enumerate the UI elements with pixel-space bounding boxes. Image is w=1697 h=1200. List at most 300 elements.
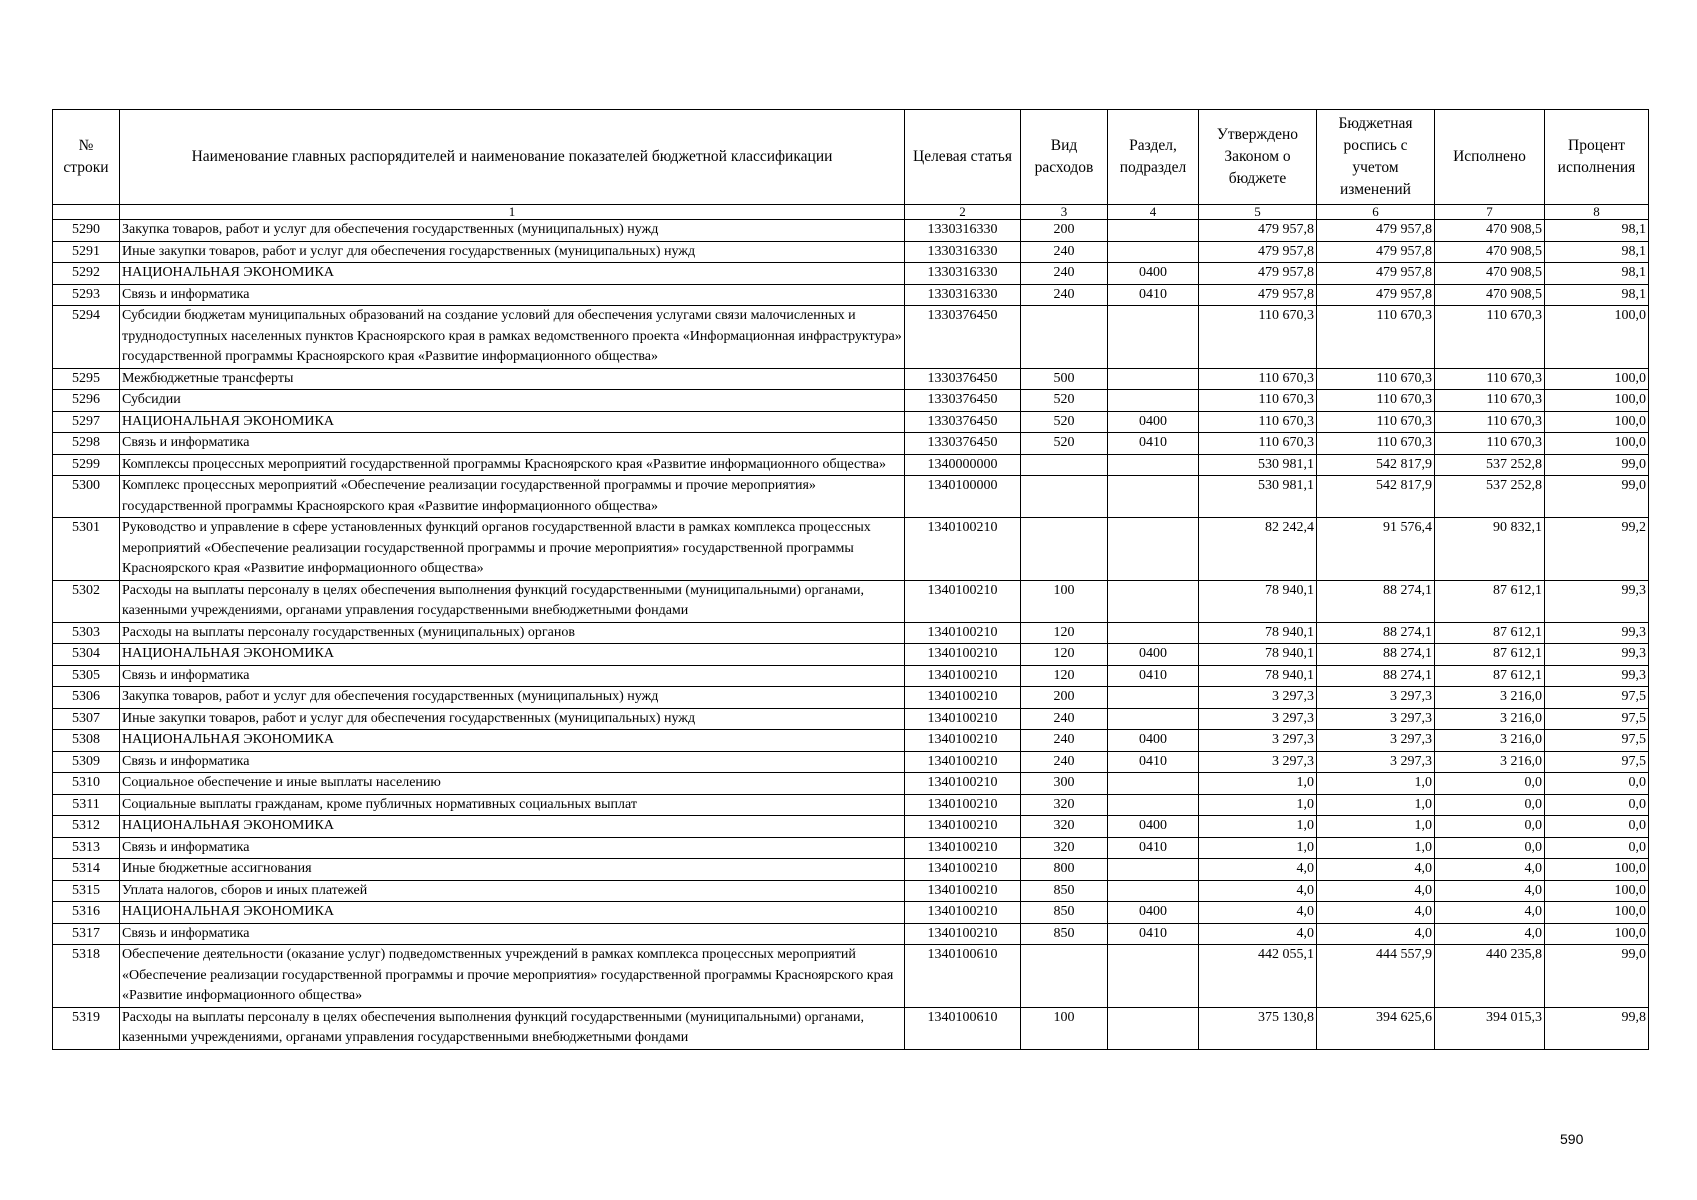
row-number-cell: 5309 <box>53 751 120 773</box>
expense-type-cell <box>1021 306 1108 369</box>
budget-list-amount-cell: 88 274,1 <box>1317 580 1435 622</box>
executed-amount-cell: 537 252,8 <box>1435 454 1545 476</box>
row-number-cell: 5301 <box>53 518 120 581</box>
section-cell <box>1108 306 1199 369</box>
table-row <box>53 476 1649 518</box>
approved-amount-cell: 442 055,1 <box>1199 945 1317 1008</box>
percent-cell: 98,1 <box>1545 220 1649 242</box>
target-article-cell: 1330376450 <box>905 368 1021 390</box>
executed-amount-cell: 537 252,8 <box>1435 476 1545 518</box>
row-number-cell: 5312 <box>53 816 120 838</box>
percent-cell: 98,1 <box>1545 284 1649 306</box>
executed-amount-cell: 4,0 <box>1435 859 1545 881</box>
row-number-cell: 5298 <box>53 433 120 455</box>
executed-amount-cell: 0,0 <box>1435 773 1545 795</box>
budget-list-amount-cell: 542 817,9 <box>1317 454 1435 476</box>
table-row <box>53 368 1649 390</box>
expense-type-cell: 850 <box>1021 923 1108 945</box>
expense-type-cell: 500 <box>1021 368 1108 390</box>
expense-type-cell: 320 <box>1021 794 1108 816</box>
row-number-cell: 5294 <box>53 306 120 369</box>
expense-type-cell <box>1021 518 1108 581</box>
budget-list-amount-cell: 91 576,4 <box>1317 518 1435 581</box>
executed-amount-cell: 3 216,0 <box>1435 708 1545 730</box>
name-cell: Уплата налогов, сборов и иных платежей <box>120 880 905 902</box>
target-article-cell: 1340100000 <box>905 476 1021 518</box>
budget-list-amount-cell: 88 274,1 <box>1317 665 1435 687</box>
name-cell: Связь и информатика <box>120 665 905 687</box>
row-number-cell: 5293 <box>53 284 120 306</box>
section-cell <box>1108 580 1199 622</box>
header-exp-type: Вид расходов <box>1021 110 1108 205</box>
table-row <box>53 687 1649 709</box>
expense-type-cell: 200 <box>1021 220 1108 242</box>
section-cell <box>1108 390 1199 412</box>
table-row <box>53 622 1649 644</box>
approved-amount-cell: 110 670,3 <box>1199 368 1317 390</box>
percent-cell: 99,3 <box>1545 644 1649 666</box>
budget-list-amount-cell: 1,0 <box>1317 816 1435 838</box>
expense-type-cell: 100 <box>1021 1007 1108 1049</box>
expense-type-cell: 120 <box>1021 665 1108 687</box>
executed-amount-cell: 90 832,1 <box>1435 518 1545 581</box>
name-cell: Связь и информатика <box>120 751 905 773</box>
percent-cell: 99,0 <box>1545 945 1649 1008</box>
approved-amount-cell: 530 981,1 <box>1199 476 1317 518</box>
header-target: Целевая статья <box>905 110 1021 205</box>
budget-list-amount-cell: 110 670,3 <box>1317 368 1435 390</box>
target-article-cell: 1340100610 <box>905 1007 1021 1049</box>
executed-amount-cell: 4,0 <box>1435 923 1545 945</box>
section-cell <box>1108 794 1199 816</box>
executed-amount-cell: 87 612,1 <box>1435 622 1545 644</box>
executed-amount-cell: 110 670,3 <box>1435 433 1545 455</box>
budget-list-amount-cell: 479 957,8 <box>1317 263 1435 285</box>
executed-amount-cell: 3 216,0 <box>1435 730 1545 752</box>
target-article-cell: 1340100210 <box>905 580 1021 622</box>
row-number-cell: 5303 <box>53 622 120 644</box>
row-number-cell: 5290 <box>53 220 120 242</box>
table-row <box>53 433 1649 455</box>
header-section: Раздел, подраздел <box>1108 110 1199 205</box>
header-approved: Утверждено Законом о бюджете <box>1199 110 1317 205</box>
approved-amount-cell: 110 670,3 <box>1199 411 1317 433</box>
column-number: 4 <box>1108 205 1199 220</box>
target-article-cell: 1340100610 <box>905 945 1021 1008</box>
header-row <box>53 110 1649 205</box>
expense-type-cell: 240 <box>1021 730 1108 752</box>
expense-type-cell: 240 <box>1021 284 1108 306</box>
target-article-cell: 1340100210 <box>905 708 1021 730</box>
table-row <box>53 665 1649 687</box>
percent-cell: 0,0 <box>1545 816 1649 838</box>
executed-amount-cell: 110 670,3 <box>1435 390 1545 412</box>
budget-list-amount-cell: 110 670,3 <box>1317 411 1435 433</box>
budget-list-amount-cell: 4,0 <box>1317 880 1435 902</box>
section-cell: 0400 <box>1108 902 1199 924</box>
table-row <box>53 644 1649 666</box>
name-cell: НАЦИОНАЛЬНАЯ ЭКОНОМИКА <box>120 816 905 838</box>
percent-cell: 0,0 <box>1545 794 1649 816</box>
executed-amount-cell: 110 670,3 <box>1435 368 1545 390</box>
header-row-no: № строки <box>53 110 120 205</box>
approved-amount-cell: 1,0 <box>1199 837 1317 859</box>
section-cell <box>1108 241 1199 263</box>
budget-list-amount-cell: 110 670,3 <box>1317 390 1435 412</box>
percent-cell: 99,0 <box>1545 454 1649 476</box>
budget-list-amount-cell: 110 670,3 <box>1317 306 1435 369</box>
header-name: Наименование главных распорядителей и наименование показателей бюджетной классификации <box>120 110 905 205</box>
approved-amount-cell: 479 957,8 <box>1199 220 1317 242</box>
target-article-cell: 1340100210 <box>905 816 1021 838</box>
row-number-cell: 5319 <box>53 1007 120 1049</box>
executed-amount-cell: 110 670,3 <box>1435 306 1545 369</box>
approved-amount-cell: 78 940,1 <box>1199 622 1317 644</box>
expense-type-cell <box>1021 476 1108 518</box>
table-body <box>53 220 1649 1050</box>
row-number-cell: 5314 <box>53 859 120 881</box>
expense-type-cell: 240 <box>1021 708 1108 730</box>
section-cell <box>1108 518 1199 581</box>
executed-amount-cell: 470 908,5 <box>1435 284 1545 306</box>
percent-cell: 97,5 <box>1545 687 1649 709</box>
expense-type-cell: 520 <box>1021 411 1108 433</box>
percent-cell: 100,0 <box>1545 433 1649 455</box>
percent-cell: 100,0 <box>1545 390 1649 412</box>
budget-list-amount-cell: 479 957,8 <box>1317 284 1435 306</box>
budget-list-amount-cell: 88 274,1 <box>1317 622 1435 644</box>
table-row <box>53 730 1649 752</box>
budget-list-amount-cell: 1,0 <box>1317 837 1435 859</box>
row-number-cell: 5308 <box>53 730 120 752</box>
executed-amount-cell: 394 015,3 <box>1435 1007 1545 1049</box>
percent-cell: 97,5 <box>1545 708 1649 730</box>
budget-list-amount-cell: 4,0 <box>1317 923 1435 945</box>
executed-amount-cell: 87 612,1 <box>1435 580 1545 622</box>
target-article-cell: 1330376450 <box>905 433 1021 455</box>
budget-list-amount-cell: 1,0 <box>1317 794 1435 816</box>
target-article-cell: 1340100210 <box>905 794 1021 816</box>
executed-amount-cell: 87 612,1 <box>1435 665 1545 687</box>
table-row <box>53 241 1649 263</box>
budget-list-amount-cell: 4,0 <box>1317 859 1435 881</box>
executed-amount-cell: 440 235,8 <box>1435 945 1545 1008</box>
row-number-cell: 5295 <box>53 368 120 390</box>
percent-cell: 100,0 <box>1545 902 1649 924</box>
target-article-cell: 1340100210 <box>905 687 1021 709</box>
table-row <box>53 454 1649 476</box>
table-row <box>53 794 1649 816</box>
target-article-cell: 1340100210 <box>905 665 1021 687</box>
row-number-cell: 5291 <box>53 241 120 263</box>
executed-amount-cell: 470 908,5 <box>1435 263 1545 285</box>
approved-amount-cell: 479 957,8 <box>1199 284 1317 306</box>
budget-list-amount-cell: 3 297,3 <box>1317 730 1435 752</box>
header-budget-list: Бюджетная роспись с учетом изменений <box>1317 110 1435 205</box>
expense-type-cell: 850 <box>1021 880 1108 902</box>
expense-type-cell: 300 <box>1021 773 1108 795</box>
name-cell: Связь и информатика <box>120 433 905 455</box>
name-cell: Расходы на выплаты персоналу в целях обеспечения выполнения функций государственными (муниципальными) органами, казенными учреждениями, органами управления государственными внебюджетными фондами <box>120 1007 905 1049</box>
table-row <box>53 284 1649 306</box>
budget-list-amount-cell: 542 817,9 <box>1317 476 1435 518</box>
target-article-cell: 1330376450 <box>905 411 1021 433</box>
approved-amount-cell: 4,0 <box>1199 923 1317 945</box>
section-cell <box>1108 454 1199 476</box>
percent-cell: 98,1 <box>1545 263 1649 285</box>
target-article-cell: 1340100210 <box>905 837 1021 859</box>
budget-list-amount-cell: 3 297,3 <box>1317 687 1435 709</box>
approved-amount-cell: 4,0 <box>1199 859 1317 881</box>
target-article-cell: 1340100210 <box>905 644 1021 666</box>
expense-type-cell: 320 <box>1021 837 1108 859</box>
executed-amount-cell: 4,0 <box>1435 880 1545 902</box>
percent-cell: 99,3 <box>1545 580 1649 622</box>
executed-amount-cell: 470 908,5 <box>1435 241 1545 263</box>
section-cell <box>1108 708 1199 730</box>
target-article-cell: 1340100210 <box>905 859 1021 881</box>
percent-cell: 100,0 <box>1545 411 1649 433</box>
section-cell: 0400 <box>1108 816 1199 838</box>
budget-list-amount-cell: 394 625,6 <box>1317 1007 1435 1049</box>
name-cell: Руководство и управление в сфере установленных функций органов государственной власти в рамках комплекса процессных мероприятий «Обеспечение реализации государственной программы и прочие мероприятия» государственной программы Красноярского края «Развитие информационного общества» <box>120 518 905 581</box>
header-executed: Исполнено <box>1435 110 1545 205</box>
section-cell: 0400 <box>1108 411 1199 433</box>
name-cell: Связь и информатика <box>120 284 905 306</box>
section-cell <box>1108 368 1199 390</box>
name-cell: Закупка товаров, работ и услуг для обеспечения государственных (муниципальных) нужд <box>120 687 905 709</box>
budget-list-amount-cell: 444 557,9 <box>1317 945 1435 1008</box>
target-article-cell: 1340100210 <box>905 880 1021 902</box>
row-number-cell: 5313 <box>53 837 120 859</box>
section-cell: 0400 <box>1108 263 1199 285</box>
section-cell <box>1108 1007 1199 1049</box>
name-cell: Социальные выплаты гражданам, кроме публичных нормативных социальных выплат <box>120 794 905 816</box>
table-row <box>53 773 1649 795</box>
target-article-cell: 1330316330 <box>905 263 1021 285</box>
table-row <box>53 411 1649 433</box>
row-number-cell: 5305 <box>53 665 120 687</box>
executed-amount-cell: 0,0 <box>1435 837 1545 859</box>
percent-cell: 99,8 <box>1545 1007 1649 1049</box>
table-row <box>53 1007 1649 1049</box>
column-number: 8 <box>1545 205 1649 220</box>
table-row <box>53 837 1649 859</box>
column-number: 7 <box>1435 205 1545 220</box>
approved-amount-cell: 375 130,8 <box>1199 1007 1317 1049</box>
section-cell: 0400 <box>1108 730 1199 752</box>
row-number-cell: 5311 <box>53 794 120 816</box>
section-cell: 0400 <box>1108 644 1199 666</box>
column-number: 2 <box>905 205 1021 220</box>
approved-amount-cell: 479 957,8 <box>1199 241 1317 263</box>
target-article-cell: 1340100210 <box>905 518 1021 581</box>
column-number: 6 <box>1317 205 1435 220</box>
target-article-cell: 1340100210 <box>905 923 1021 945</box>
name-cell: НАЦИОНАЛЬНАЯ ЭКОНОМИКА <box>120 263 905 285</box>
name-cell: Расходы на выплаты персоналу в целях обеспечения выполнения функций государственными (муниципальными) органами, казенными учреждениями, органами управления государственными внебюджетными фондами <box>120 580 905 622</box>
approved-amount-cell: 110 670,3 <box>1199 306 1317 369</box>
row-number-cell: 5307 <box>53 708 120 730</box>
row-number-cell: 5318 <box>53 945 120 1008</box>
row-number-cell: 5299 <box>53 454 120 476</box>
table-row <box>53 923 1649 945</box>
name-cell: Субсидии <box>120 390 905 412</box>
page-number: 590 <box>1560 1131 1584 1147</box>
percent-cell: 100,0 <box>1545 368 1649 390</box>
section-cell: 0410 <box>1108 284 1199 306</box>
table-row <box>53 751 1649 773</box>
name-cell: Расходы на выплаты персоналу государственных (муниципальных) органов <box>120 622 905 644</box>
header-percent: Процент исполнения <box>1545 110 1649 205</box>
name-cell: Межбюджетные трансферты <box>120 368 905 390</box>
target-article-cell: 1340100210 <box>905 730 1021 752</box>
row-number-cell: 5296 <box>53 390 120 412</box>
name-cell: Закупка товаров, работ и услуг для обеспечения государственных (муниципальных) нужд <box>120 220 905 242</box>
expense-type-cell: 240 <box>1021 263 1108 285</box>
name-cell: Субсидии бюджетам муниципальных образований на создание условий для обеспечения услугами связи малочисленных и труднодоступных населенных пунктов Красноярского края в рамках ведомственного проекта «Информационная инфраструктура» государственной программы Красноярского края «Развитие информационного общества» <box>120 306 905 369</box>
table-row <box>53 263 1649 285</box>
table-row <box>53 580 1649 622</box>
executed-amount-cell: 3 216,0 <box>1435 751 1545 773</box>
name-cell: Иные бюджетные ассигнования <box>120 859 905 881</box>
target-article-cell: 1340100210 <box>905 751 1021 773</box>
table-row <box>53 518 1649 581</box>
budget-table <box>52 109 1649 1050</box>
name-cell: НАЦИОНАЛЬНАЯ ЭКОНОМИКА <box>120 411 905 433</box>
approved-amount-cell: 4,0 <box>1199 880 1317 902</box>
column-number: 3 <box>1021 205 1108 220</box>
budget-list-amount-cell: 1,0 <box>1317 773 1435 795</box>
approved-amount-cell: 3 297,3 <box>1199 687 1317 709</box>
section-cell <box>1108 945 1199 1008</box>
column-numbers-row <box>53 205 1649 220</box>
percent-cell: 100,0 <box>1545 859 1649 881</box>
name-cell: Иные закупки товаров, работ и услуг для обеспечения государственных (муниципальных) нужд <box>120 708 905 730</box>
name-cell: Связь и информатика <box>120 923 905 945</box>
approved-amount-cell: 4,0 <box>1199 902 1317 924</box>
section-cell <box>1108 220 1199 242</box>
budget-list-amount-cell: 88 274,1 <box>1317 644 1435 666</box>
row-number-cell: 5315 <box>53 880 120 902</box>
section-cell <box>1108 476 1199 518</box>
target-article-cell: 1340100210 <box>905 773 1021 795</box>
table-row <box>53 220 1649 242</box>
section-cell <box>1108 859 1199 881</box>
approved-amount-cell: 3 297,3 <box>1199 708 1317 730</box>
section-cell: 0410 <box>1108 433 1199 455</box>
table-row <box>53 945 1649 1008</box>
approved-amount-cell: 78 940,1 <box>1199 665 1317 687</box>
expense-type-cell: 120 <box>1021 644 1108 666</box>
expense-type-cell: 200 <box>1021 687 1108 709</box>
approved-amount-cell: 82 242,4 <box>1199 518 1317 581</box>
section-cell: 0410 <box>1108 837 1199 859</box>
executed-amount-cell: 3 216,0 <box>1435 687 1545 709</box>
name-cell: Социальное обеспечение и иные выплаты населению <box>120 773 905 795</box>
row-number-cell: 5316 <box>53 902 120 924</box>
percent-cell: 100,0 <box>1545 306 1649 369</box>
table-row <box>53 390 1649 412</box>
row-number-cell: 5302 <box>53 580 120 622</box>
target-article-cell: 1340100210 <box>905 902 1021 924</box>
column-number-blank <box>53 205 120 220</box>
expense-type-cell: 800 <box>1021 859 1108 881</box>
expense-type-cell: 520 <box>1021 433 1108 455</box>
name-cell: Комплекс процессных мероприятий «Обеспечение реализации государственной программы и прочие мероприятия» государственной программы Красноярского края «Развитие информационного общества» <box>120 476 905 518</box>
approved-amount-cell: 3 297,3 <box>1199 751 1317 773</box>
percent-cell: 99,3 <box>1545 665 1649 687</box>
target-article-cell: 1330376450 <box>905 306 1021 369</box>
target-article-cell: 1330316330 <box>905 241 1021 263</box>
column-number: 1 <box>120 205 905 220</box>
executed-amount-cell: 470 908,5 <box>1435 220 1545 242</box>
percent-cell: 97,5 <box>1545 730 1649 752</box>
row-number-cell: 5300 <box>53 476 120 518</box>
column-number: 5 <box>1199 205 1317 220</box>
row-number-cell: 5310 <box>53 773 120 795</box>
section-cell <box>1108 773 1199 795</box>
expense-type-cell <box>1021 454 1108 476</box>
approved-amount-cell: 1,0 <box>1199 794 1317 816</box>
approved-amount-cell: 110 670,3 <box>1199 390 1317 412</box>
expense-type-cell: 320 <box>1021 816 1108 838</box>
percent-cell: 100,0 <box>1545 880 1649 902</box>
section-cell: 0410 <box>1108 751 1199 773</box>
expense-type-cell: 850 <box>1021 902 1108 924</box>
row-number-cell: 5297 <box>53 411 120 433</box>
row-number-cell: 5292 <box>53 263 120 285</box>
approved-amount-cell: 530 981,1 <box>1199 454 1317 476</box>
name-cell: Обеспечение деятельности (оказание услуг) подведомственных учреждений в рамках комплекса процессных мероприятий «Обеспечение реализации государственной программы и прочие мероприятия» государственной программы Красноярского края «Развитие информационного общества» <box>120 945 905 1008</box>
target-article-cell: 1330376450 <box>905 390 1021 412</box>
table-row <box>53 306 1649 369</box>
percent-cell: 97,5 <box>1545 751 1649 773</box>
budget-list-amount-cell: 479 957,8 <box>1317 241 1435 263</box>
expense-type-cell: 100 <box>1021 580 1108 622</box>
table-row <box>53 816 1649 838</box>
approved-amount-cell: 479 957,8 <box>1199 263 1317 285</box>
executed-amount-cell: 0,0 <box>1435 816 1545 838</box>
expense-type-cell: 240 <box>1021 751 1108 773</box>
percent-cell: 99,3 <box>1545 622 1649 644</box>
target-article-cell: 1340100210 <box>905 622 1021 644</box>
name-cell: НАЦИОНАЛЬНАЯ ЭКОНОМИКА <box>120 644 905 666</box>
approved-amount-cell: 1,0 <box>1199 773 1317 795</box>
budget-list-amount-cell: 3 297,3 <box>1317 708 1435 730</box>
section-cell <box>1108 622 1199 644</box>
section-cell <box>1108 880 1199 902</box>
percent-cell: 100,0 <box>1545 923 1649 945</box>
approved-amount-cell: 3 297,3 <box>1199 730 1317 752</box>
approved-amount-cell: 78 940,1 <box>1199 580 1317 622</box>
executed-amount-cell: 0,0 <box>1435 794 1545 816</box>
section-cell <box>1108 687 1199 709</box>
name-cell: НАЦИОНАЛЬНАЯ ЭКОНОМИКА <box>120 902 905 924</box>
approved-amount-cell: 110 670,3 <box>1199 433 1317 455</box>
budget-list-amount-cell: 110 670,3 <box>1317 433 1435 455</box>
table-row <box>53 859 1649 881</box>
target-article-cell: 1340000000 <box>905 454 1021 476</box>
budget-list-amount-cell: 479 957,8 <box>1317 220 1435 242</box>
expense-type-cell: 120 <box>1021 622 1108 644</box>
executed-amount-cell: 4,0 <box>1435 902 1545 924</box>
section-cell: 0410 <box>1108 923 1199 945</box>
percent-cell: 99,0 <box>1545 476 1649 518</box>
target-article-cell: 1330316330 <box>905 220 1021 242</box>
executed-amount-cell: 110 670,3 <box>1435 411 1545 433</box>
table-row <box>53 902 1649 924</box>
